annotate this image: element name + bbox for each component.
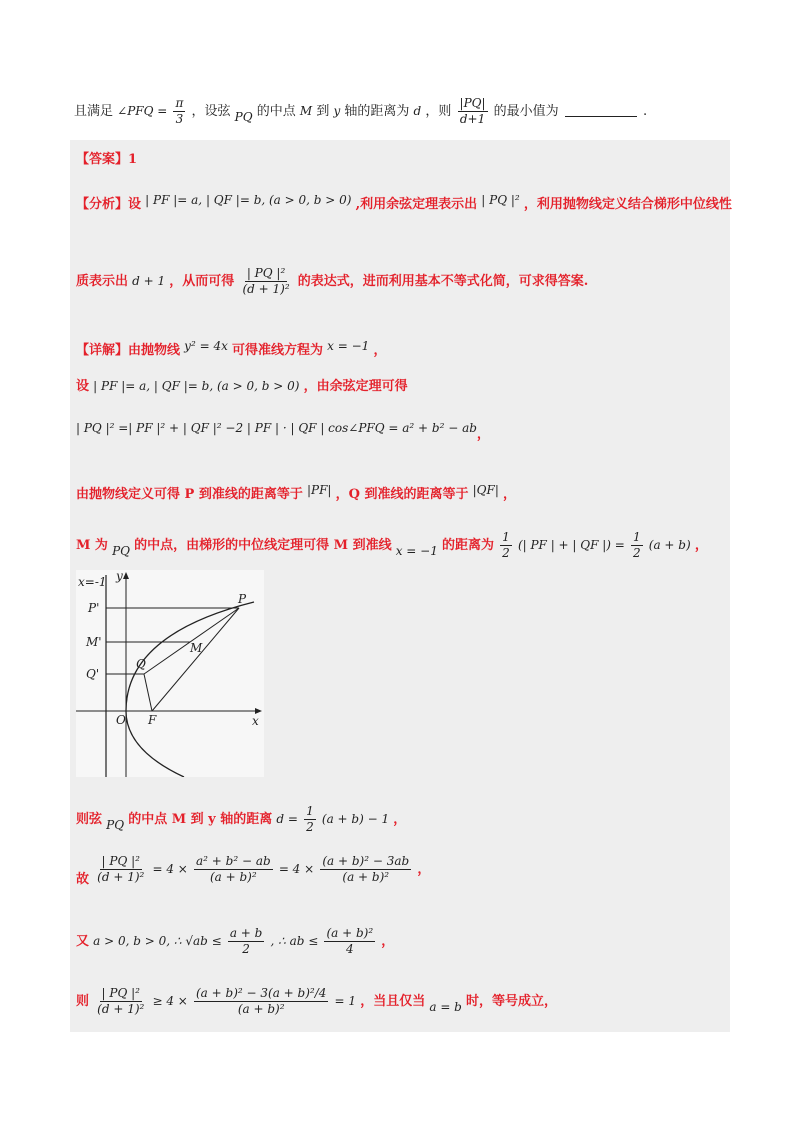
- analysis-line-2: 质表示出 d + 1 ，从而可得 $\frac{\text{| PQ |²}}{\text{(d + 1)²}}$ 的表达式，进而利用基本不等式化简，可求得答案.: [76, 266, 589, 296]
- pq-over-d-plus-1: $\frac{|PQ|}{d+1}$: [459, 96, 486, 126]
- label-p-prime: P': [88, 601, 100, 615]
- label-q-prime: Q': [86, 667, 100, 681]
- label-directrix: x=-1: [78, 575, 107, 589]
- analysis-line-1: 【分析】设 | PF |= a, | QF |= b, (a > 0, b > 0) ,利用余弦定理表示出 | PQ |² ，利用抛物线定义结合梯形中位线性: [76, 193, 732, 212]
- detail-line-8: 又 a > 0, b > 0, ∴ √ab ≤ $\frac{a + b}{2}$ , ∴ ab ≤ $\frac{\text{(a + b)²}}{4}$ ，: [76, 926, 395, 956]
- pi-over-three: $\frac{\pi}{3}$: [175, 96, 184, 126]
- label-f: F: [148, 713, 157, 727]
- detail-line-1: 【详解】由抛物线 y² = 4x 可得准线方程为 x = −1 ，: [76, 339, 387, 358]
- detail-line-2: 设 | PF |= a, | QF |= b, (a > 0, b > 0) ，由余弦定理可得: [76, 379, 408, 394]
- question-line: 且满足 ∠PFQ = $\frac{\pi}{3}$ ，设弦 PQ 的中点 M 到 y 轴的距离为 d ，则 $\frac{|PQ|}{d+1}$ 的最小值为 .: [74, 96, 648, 126]
- label-p: P: [238, 592, 247, 606]
- detail-line-4: 由抛物线定义可得 P 到准线的距离等于 |PF| ，Q 到准线的距离等于 |QF| ，: [76, 483, 517, 502]
- detail-line-7: 故 $\frac{\text{| PQ |²}}{\text{(d + 1)²}}$ = 4 × $\frac{\text{a² + b² − ab}}{\text{(a + b)²}}$ = 4 × $\frac{\text{(a + b)² − 3ab}}{\text{(a + b)²}}$ ，: [76, 854, 431, 887]
- segment-fq: [144, 674, 152, 711]
- label-y: y: [116, 570, 123, 583]
- parabola-diagram: [76, 570, 264, 777]
- y-axis-arrow: [123, 572, 129, 579]
- label-o: O: [116, 713, 126, 727]
- detail-line-9: 则 $\frac{\text{| PQ |²}}{\text{(d + 1)²}}$ ≥ 4 × $\frac{\text{(a + b)² − 3(a + b)²/4}}{\text{(a + b)²}}$ = 1 ，当且仅当 a = b 时，等号成立，: [76, 986, 558, 1016]
- detail-line-3: | PQ |² =| PF |² + | QF |² −2 | PF | · | QF | cos∠PFQ = a² + b² − ab，: [76, 421, 490, 442]
- answer-label: 【答案】: [76, 152, 129, 167]
- label-q: Q: [136, 657, 146, 671]
- detail-line-5: M 为 PQ 的中点，由梯形的中位线定理可得 M 到准线 x = −1 的距离为 $\frac{1}{2}$ (| PF | + | QF |) = $\frac{1}{2}$ (a + b) ，: [76, 530, 708, 560]
- answer-line: [76, 150, 137, 170]
- answer-value: 1: [128, 152, 138, 167]
- label-m-prime: M': [86, 635, 102, 649]
- answer-blank: [565, 102, 637, 117]
- analysis-label: 【分析】: [76, 197, 129, 212]
- angle-expression: ∠PFQ =: [117, 104, 168, 118]
- label-x: x: [252, 714, 259, 728]
- detail-label: 【详解】: [76, 343, 129, 358]
- label-m: M: [190, 641, 203, 655]
- question-text: 且满足: [74, 104, 114, 119]
- detail-line-6: 则弦 PQ 的中点 M 到 y 轴的距离 d = $\frac{1}{2}$ (a + b) − 1 ，: [76, 804, 407, 834]
